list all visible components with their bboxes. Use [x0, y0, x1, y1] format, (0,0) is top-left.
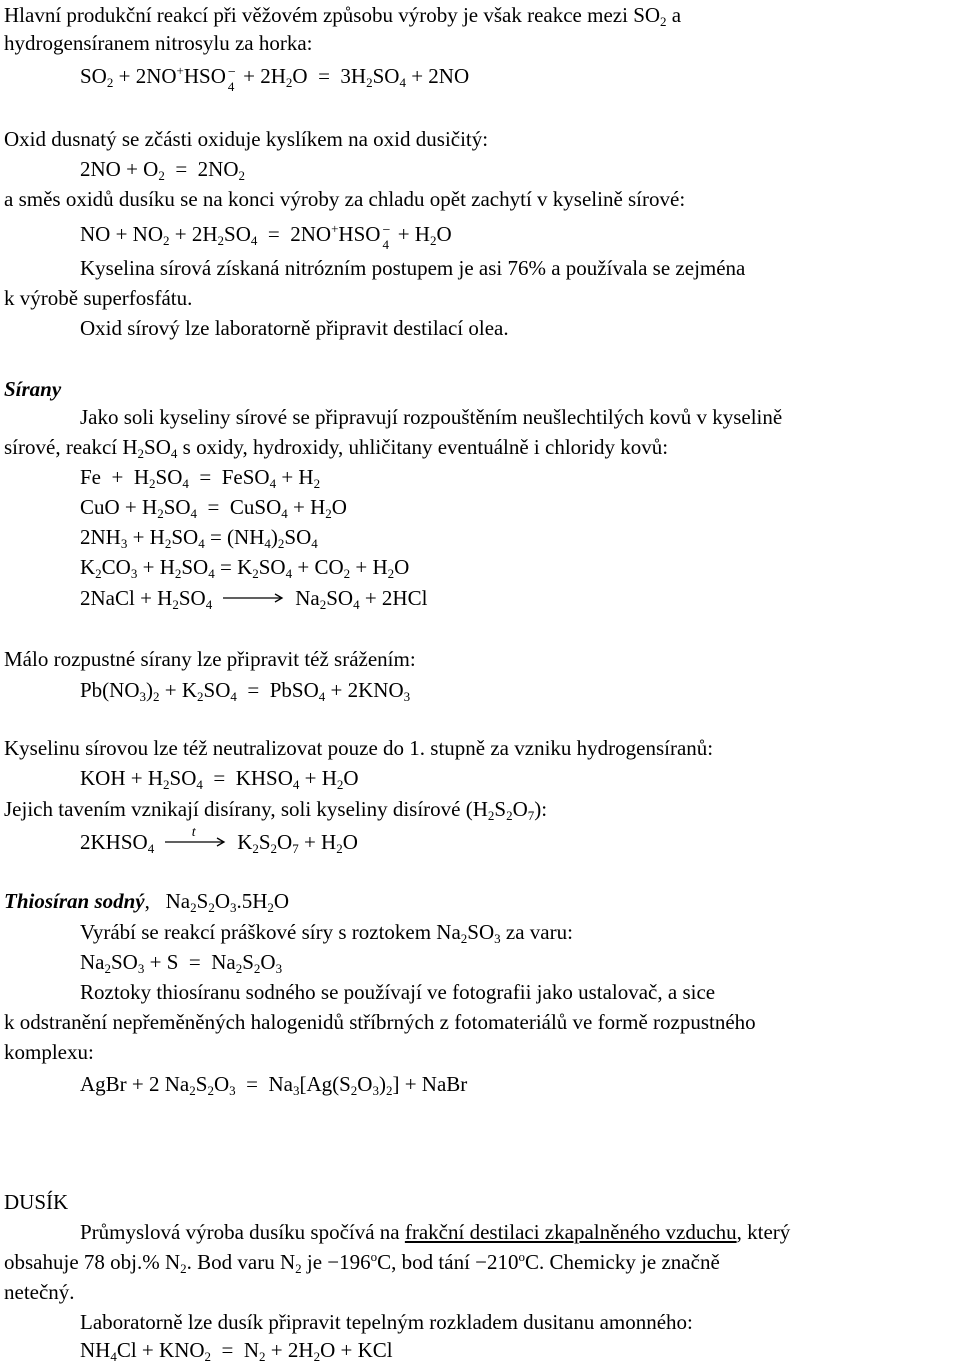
text-line: komplexu: — [4, 1040, 94, 1064]
equation: $NH_4Cl + KNO_2 = N_2 + 2H_2O$ + KCl — [80, 1338, 393, 1364]
text: sírové, reakcí H — [4, 435, 138, 459]
text-line: Laboratorně lze dusík připravit tepelným rozkladem dusitanu amonného: — [80, 1310, 693, 1334]
equation: NO + $NO_2 + 2H_2SO_4 = 2NO^+HSO$ − 4 + $H_2O$ — [80, 221, 452, 253]
equation: KOH + $H_2SO_4$ = $KHSO_4 + H_2O$ — [80, 766, 359, 792]
equation: $K_2CO_3 + H_2SO_4 = K_2SO_4 + CO_2 + H_2O$ — [80, 555, 410, 581]
text: ): — [534, 797, 548, 821]
text-line: hydrogensíranem nitrosylu za horka: — [4, 31, 313, 55]
text-line: Oxid sírový lze laboratorně připravit destilací olea. — [80, 316, 509, 340]
text: obsahuje 78 obj.% N — [4, 1250, 181, 1274]
heading-text: Thiosíran sodný — [4, 889, 145, 913]
text: Hlavní produkční reakcí při věžovém způsobu výroby je však reakce mezi SO — [4, 3, 661, 27]
text-line: Kyselina sírová získaná nitrózním postupem je asi 76% a používala se zejména — [80, 256, 746, 280]
reaction-arrow-icon — [165, 825, 227, 854]
section-heading: DUSÍK — [4, 1190, 69, 1214]
reaction-arrow-icon — [223, 590, 285, 610]
equation: $Na_2SO_3 + S = Na_2S_2O_3$ — [80, 950, 283, 976]
text-line: obsahuje 78 obj.% $N_2$. Bod varu $N_2$ je $-196^oC$, bod tání $-210^oC$. Chemicky je značně — [4, 1249, 720, 1276]
text-line: Málo rozpustné sírany lze připravit též srážením: — [4, 647, 416, 671]
equation: 2NaCl + $H_2SO_4$ $Na_2SO_4 + 2HCl$ — [80, 586, 428, 612]
text-line: Oxid dusnatý se zčásti oxiduje kyslíkem na oxid dusičitý: — [4, 127, 489, 151]
text-line: Roztoky thiosíranu sodného se používají ve fotografii jako ustalovač, a sice — [80, 980, 716, 1004]
section-heading: Sírany — [4, 377, 62, 401]
text: Jejich tavením vznikají disírany, soli kyseliny disírové (H — [4, 797, 488, 821]
text: s oxidy, hydroxidy, uhličitany eventuálně i chloridy kovů: — [177, 435, 669, 459]
text-line: sírové, reakcí $H_2SO_4$ s oxidy, hydroxidy, uhličitany eventuálně i chloridy kovů: — [4, 435, 669, 461]
text: , který — [736, 1220, 791, 1244]
arrow-label: t — [191, 825, 196, 841]
text-line — [80, 1219, 790, 1245]
text-line: a směs oxidů dusíku se na konci výroby za chladu opět zachytí v kyselině sírové: — [4, 187, 686, 211]
text: . Bod varu N — [186, 1250, 296, 1274]
equation: $SO_2 + 2NO^+HSO$ − 4 + $2H_2O = 3H_2SO_4 + 2NO$ — [80, 63, 470, 95]
equation: $Fe + H_2SO_4$ = FeSO$_4$ + $H_2$ — [80, 465, 321, 491]
underlined-term: frakční destilaci zkapalněného vzduchu — [404, 1220, 737, 1244]
equation: CuO + $H_2SO_4$ = CuSO$_4$ + $H_2O$ — [80, 495, 347, 521]
text-line: Kyselinu sírovou lze též neutralizovat pouze do 1. stupně za vzniku hydrogensíranů: — [4, 736, 714, 760]
text: C, bod tání −210 — [377, 1250, 519, 1274]
section-heading: Thiosíran sodný, $Na_2S_2O_3.5H_2O$ — [4, 889, 290, 915]
text: C. Chemicky je značně — [525, 1250, 720, 1274]
text-line: netečný. — [4, 1280, 75, 1304]
text-line: Jejich tavením vznikají disírany, soli kyseliny disírové $(H_2S_2O_7)$: — [4, 797, 548, 823]
text: Průmyslová výroba dusíku spočívá na — [80, 1220, 405, 1244]
text-line: Jako soli kyseliny sírové se připravují rozpouštěním neušlechtilých kovů v kyselině — [80, 405, 783, 429]
text-line: Hlavní produkční reakcí při věžovém způsobu výroby je však reakce mezi $SO_2$ a — [4, 3, 682, 29]
text: a — [666, 3, 682, 27]
text: je −196 — [301, 1250, 371, 1274]
equation: $Pb(NO_3)_2 + K_2SO_4$ = PbSO$_4$ + $2KNO_3$ — [80, 678, 411, 704]
equation: $2KHSO_4$ t $K_2S_2O_7 + H_2O$ — [80, 829, 358, 855]
text: Vyrábí se reakcí práškové síry s roztokem Na — [80, 920, 461, 944]
text-line: k výrobě superfosfátu. — [4, 286, 193, 310]
text: za varu: — [500, 920, 573, 944]
equation: $2NO + O_2 = 2NO_2$ — [80, 157, 246, 183]
equation: AgBr + 2 $Na_2S_2O_3 = Na_3[Ag(S_2O_3)_2]$ + NaBr — [80, 1072, 468, 1098]
formula: $Na_2S_2O_3.5H_2O$ — [165, 889, 290, 915]
text-line: Vyrábí se reakcí práškové síry s roztokem $Na_2SO_3$ za varu: — [80, 920, 573, 946]
equation: $2NH_3 + H_2SO_4 = (NH_4)_2SO_4$ — [80, 525, 318, 551]
text-line: k odstranění nepřeměněných halogenidů stříbrných z fotomateriálů ve formě rozpustného — [4, 1010, 756, 1034]
